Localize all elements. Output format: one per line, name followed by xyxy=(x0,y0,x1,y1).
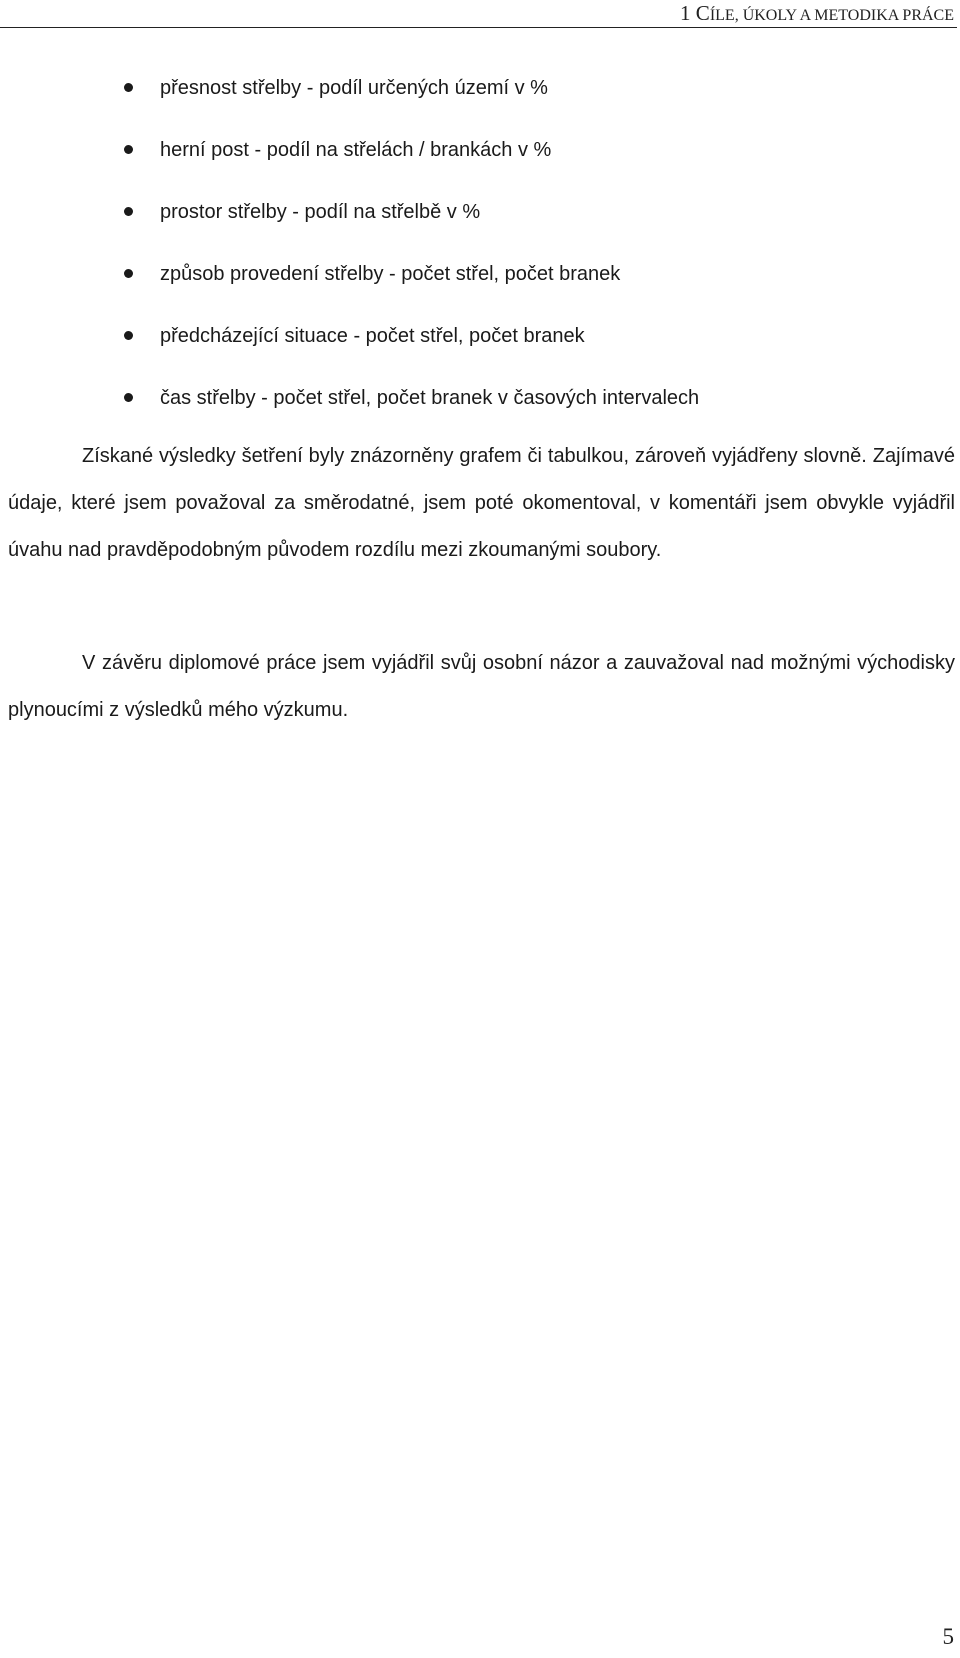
list-item-text: způsob provedení střelby - počet střel, počet branek xyxy=(160,263,621,285)
bullet-icon xyxy=(124,331,133,340)
list-item-text: čas střelby - počet střel, počet branek v časových intervalech xyxy=(160,387,700,409)
bullet-icon xyxy=(124,145,133,154)
chapter-title xyxy=(680,0,954,29)
criteria-list xyxy=(0,72,960,444)
bullet-icon xyxy=(124,207,133,216)
conclusion-paragraph: V závěru diplomové práce jsem vyjádřil svůj osobní názor a zauvažoval nad možnými východisky plynoucími z výsledků mého výzkumu. xyxy=(8,652,955,721)
list-item-text: přesnost střelby - podíl určených území v % xyxy=(160,77,548,99)
chapter-title-initial: C xyxy=(695,1,710,25)
list-item xyxy=(0,320,960,382)
bullet-icon xyxy=(124,269,133,278)
chapter-title-rest: ÍLE, ÚKOLY A METODIKA PRÁCE xyxy=(709,7,954,24)
list-item xyxy=(0,72,960,134)
bullet-icon xyxy=(124,83,133,92)
results-paragraph: Získané výsledky šetření byly znázorněny grafem či tabulkou, zároveň vyjádřeny slovně. Zajímavé údaje, které jsem považoval za směrodatné, jsem poté okomentoval, v komentáři jsem obvykle vyjádřil úvahu nad pravděpodobným původem rozdílu mezi zkoumanými soubory. xyxy=(8,445,955,561)
list-item-text: prostor střelby - podíl na střelbě v % xyxy=(160,201,481,223)
list-item xyxy=(0,258,960,320)
running-header xyxy=(0,0,957,28)
page-number: 5 xyxy=(942,1624,954,1649)
chapter-number: 1 xyxy=(680,1,691,25)
bullet-icon xyxy=(124,393,133,402)
list-item-text: předcházející situace - počet střel, počet branek xyxy=(160,325,585,347)
list-item xyxy=(0,134,960,196)
list-item-text: herní post - podíl na střelách / brankách v % xyxy=(160,139,552,161)
list-item xyxy=(0,196,960,258)
